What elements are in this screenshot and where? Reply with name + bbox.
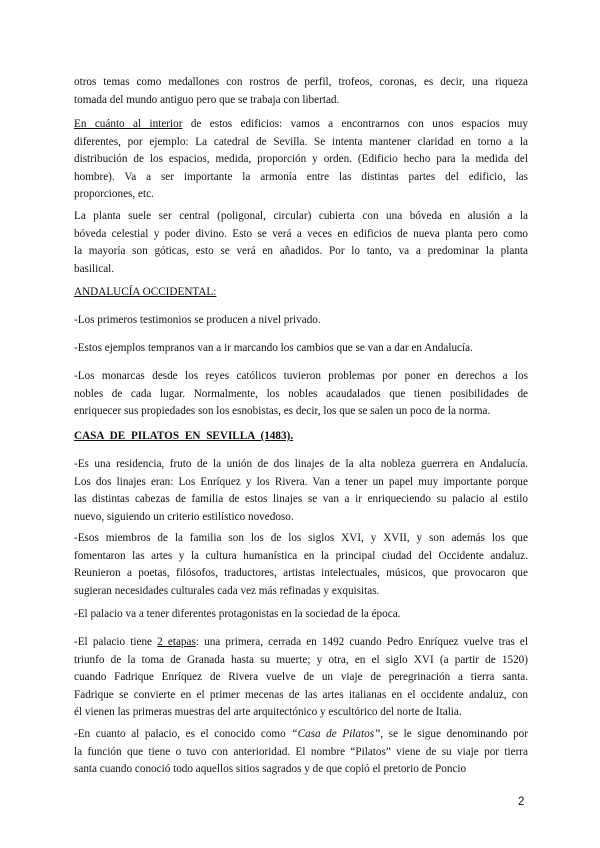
paragraph-monarchs <box>74 368 528 421</box>
text-line: Reunieron a poetas, filósofos, traductores, artistas intelectuales, músicos, que provocaron que <box>74 567 528 580</box>
text-line: En cuánto al interior de estos edificios: vamos a encontrarnos con unos espacios muy <box>74 118 528 130</box>
text-line: cuando Fadrique Enríquez de Rivera vuelve de un viaje de peregrinación a tierra santa. <box>74 671 528 684</box>
text-line: basilical. <box>74 262 115 275</box>
two-stages-label: 2 etapas <box>157 636 196 648</box>
text-line: fomentaron las artes y la cultura humanística en la principal ciudad del Occidente andaluz. <box>74 549 528 562</box>
paragraph-palace-name <box>74 726 528 779</box>
text-line: otros temas como medallones con rostros de perfil, trofeos, coronas, es decir, una riqueza <box>74 76 528 88</box>
text-line: Los dos linajes eran: Los Enríquez y los Rivera. Van a tener un papel muy importante porque <box>74 475 528 488</box>
text-line: diferentes, por ejemplo: La catedral de Sevilla. Se intenta mantener claridad en torno a la <box>74 135 528 148</box>
paragraph-interior <box>74 116 528 204</box>
text-line: distribución de los espacios, medida, proporción y orden. (Edificio hecho para la medida del <box>74 153 528 166</box>
text-line: nuevo, siguiendo un criterio estilístico novedoso. <box>74 510 294 523</box>
paragraph-early-examples: -Estos ejemplos tempranos van a ir marcando los cambios que se van a dar en Andalucía. <box>74 342 473 354</box>
paragraph-family-members <box>74 530 528 600</box>
paragraph-ornament-themes <box>74 74 528 109</box>
text-line: él vienen las primeras muestras del arte arquitectónico y escultórico del norte de Italia. <box>74 706 462 719</box>
text-line: la mayoría son góticas, esto se verá en añadidos. Por lo tanto, va a predominar la planta <box>74 245 528 258</box>
text-line: las distintas cabezas de familia de estos linajes se van a ir enriqueciendo su palacio al estilo <box>74 493 528 506</box>
heading-casa-de-pilatos: CASA DE PILATOS EN SEVILLA (1483). <box>74 430 294 442</box>
paragraph-first-testimonies: -Los primeros testimonios se producen a nivel privado. <box>74 314 321 326</box>
text-line: hombre). Va a ser importante la armonía entre las distintas partes del edificio, las <box>74 170 528 183</box>
text-line: bóveda celestial y poder divino. Esto se verá a veces en edificios de nueva planta pero como <box>74 227 528 240</box>
heading-andalucia-occidental: ANDALUCÍA OCCIDENTAL: <box>74 286 217 298</box>
text-line: proporciones, etc. <box>74 188 154 201</box>
text-line: enriquecer sus propiedades son los esnobistas, es decir, los que se salen un poco de la norma. <box>74 405 491 418</box>
text-line: Fadrique se convierte en el primer mecenas de las artes italianas en el occidente andaluz, con <box>74 688 528 701</box>
text-line: La planta suele ser central (poligonal, circular) cubierta con una bóveda en alusión a la <box>74 210 528 222</box>
page-number: 2 <box>518 796 525 808</box>
text-line: nobles de cada lugar. Normalmente, los nobles acaudalados que tienen posibilidades de <box>74 387 528 400</box>
text-line: sugieran necesidades culturales cada vez más refinadas y exquisitas. <box>74 584 380 597</box>
paragraph-two-stages <box>74 634 528 722</box>
text-line: -Los monarcas desde los reyes católicos tuvieron problemas por poner en derechos a los <box>74 370 528 382</box>
paragraph-residence <box>74 456 528 526</box>
text-line: -Es una residencia, fruto de la unión de dos linajes de la alta nobleza guerrera en Andalucía. <box>74 458 528 470</box>
text-line: la función que tiene o tuvo con anterioridad. El nombre “Pilatos” viene de su viaje por tierra <box>74 745 528 758</box>
paragraph-central-plan <box>74 208 528 278</box>
text-line: triunfo de la toma de Granada hasta su muerte; y otra, en el siglo XVI (a partir de 1520) <box>74 653 528 666</box>
text-line: tomada del mundo antiguo pero que se trabaja con libertad. <box>74 93 340 106</box>
interior-label: En cuánto al interior <box>74 118 183 130</box>
paragraph-protagonists: -El palacio va a tener diferentes protagonistas en la sociedad de la época. <box>74 608 401 620</box>
casa-de-pilatos-title: “Casa de Pilatos” <box>291 728 381 740</box>
text-line: -En cuanto al palacio, es el conocido como “Casa de Pilatos”, se le sigue denominando por <box>74 728 528 740</box>
text-line: -Esos miembros de la familia son los de los siglos XVI, y XVII, y son además los que <box>74 532 528 544</box>
text-line: santa cuando conoció todo aquellos sitios sagrados y de que copió el pretorio de Poncio <box>74 763 467 776</box>
text-line: -El palacio tiene 2 etapas: una primera, cerrada en 1492 cuando Pedro Enríquez vuelve tras el <box>74 636 528 648</box>
